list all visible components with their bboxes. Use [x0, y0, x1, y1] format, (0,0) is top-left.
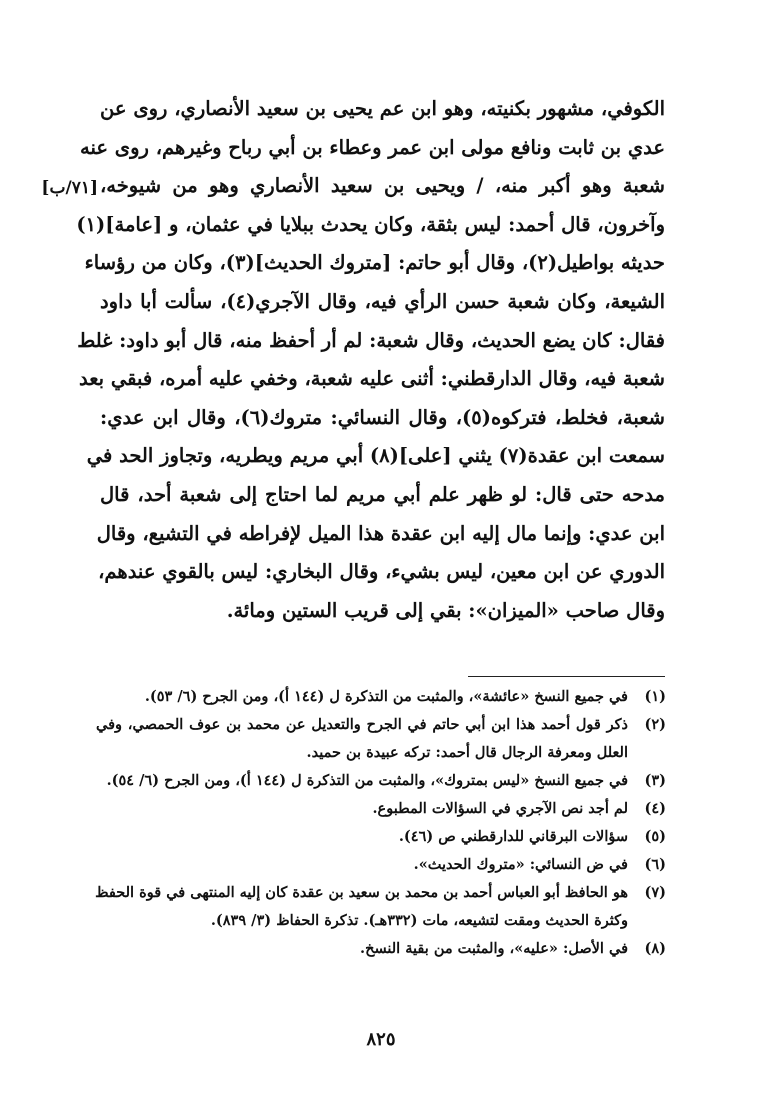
text-line: ابن عدي: وإنما مال إليه ابن عقدة هذا الميل لإفراطه في التشيع، وقال: [96, 521, 665, 545]
footnote-3: [96, 767, 666, 795]
footnote-7-continued: [96, 907, 666, 935]
text-line: الدوري عن ابن معين، ليس بشيء، وقال البخاري: ليس بالقوي عندهم،: [98, 560, 665, 584]
footnote-7: [96, 879, 666, 907]
text-line: مدحه حتى قال: لو ظهر علم أبي مريم لما احتاج إلى شعبة أحد، قال: [100, 482, 665, 506]
footnote-text: في جميع النسخ «ليس بمتروك»، والمثبت من التذكرة ل (١٤٤ أ)، ومن الجرح (٦/ ٥٤).: [106, 772, 628, 789]
footnote-4: [96, 795, 666, 823]
footnotes: [96, 683, 666, 963]
footnote-text: ذكر قول أحمد هذا ابن أبي حاتم في الجرح والتعديل عن محمد بن عوف الحمصي، وفي: [96, 716, 628, 733]
text-line: سمعت ابن عقدة(٧) يثني [على](٨) أبي مريم ويطريه، وتجاوز الحد في: [86, 444, 665, 468]
footnote-number: (٣): [644, 772, 666, 789]
page-number: ٨٢٥: [366, 1029, 396, 1050]
footnote-number: (٧): [644, 884, 666, 901]
text-line: شعبة فيه، وقال الدارقطني: أثنى عليه شعبة، وخفي عليه أمره، فبقي بعد: [79, 367, 665, 391]
text-line: فقال: كان يضع الحديث، وقال شعبة: لم أر أحفظ منه، قال أبو داود: غلط: [77, 328, 665, 352]
manuscript-folio-marker: [٧١/ب]: [41, 178, 98, 198]
footnote-text: لم أجد نص الآجري في السؤالات المطبوع.: [372, 800, 628, 817]
footnote-number: (٦): [644, 856, 666, 873]
text-line: عدي بن ثابت ونافع مولى ابن عمر وعطاء بن أبي رباح وغيرهم، روى عنه: [80, 135, 665, 159]
footnote-5: [96, 823, 666, 851]
footnote-2-continued: [96, 739, 666, 767]
text-line: وقال صاحب «الميزان»: بقي إلى قريب الستين ومائة.: [226, 598, 665, 622]
main-text: [76, 90, 665, 630]
footnote-text: في جميع النسخ «عائشة»، والمثبت من التذكرة ل (١٤٤ أ)، ومن الجرح (٦/ ٥٣).: [144, 688, 628, 705]
footnote-text: العلل ومعرفة الرجال قال أحمد: تركه عبيدة بن حميد.: [306, 744, 628, 761]
footnote-number: (٤): [644, 800, 666, 817]
footnote-number: (٢): [644, 716, 666, 733]
footnote-1: [96, 683, 666, 711]
footnote-text: وكثرة الحديث ومقت لتشيعه، مات (٣٣٢هـ). تذكرة الحفاظ (٣/ ٨٣٩).: [210, 912, 628, 929]
text-line: الكوفي، مشهور بكنيته، وهو ابن عم يحيى بن سعيد الأنصاري، روى عن: [100, 97, 665, 120]
footnote-text: في الأصل: «عليه»، والمثبت من بقية النسخ.: [360, 940, 628, 957]
text-line: حديثه بواطيل(٢)، وقال أبو حاتم: [متروك الحديث](٣)، وكان من رؤساء: [84, 251, 665, 275]
footnote-text: هو الحافظ أبو العباس أحمد بن محمد بن سعيد بن عقدة كان إليه المنتهى في قوة الحفظ: [95, 884, 628, 901]
footnote-8: [96, 935, 666, 963]
footnote-text: سؤالات البرقاني للدارقطني ص (٤٦).: [398, 828, 628, 845]
footnote-2: [96, 711, 666, 739]
footnote-number: (٨): [644, 940, 666, 957]
text-line: شعبة، فخلط، فتركوه(٥)، وقال النسائي: متروك(٦)، وقال ابن عدي:: [100, 405, 665, 429]
footnote-number: (٥): [644, 828, 666, 845]
footnote-number: (١): [644, 688, 666, 705]
footnote-separator: [468, 676, 665, 677]
text-line: الشيعة، وكان شعبة حسن الرأي فيه، وقال الآجري(٤)، سألت أبا داود: [100, 289, 665, 313]
footnote-6: [96, 851, 666, 879]
footnote-text: في ض النسائي: «متروك الحديث».: [413, 856, 628, 873]
text-line: وآخرون، قال أحمد: ليس بثقة، وكان يحدث ببلايا في عثمان، و [عامة](١): [76, 212, 665, 236]
text-line: شعبة وهو أكبر منه، / ويحيى بن سعيد الأنصاري وهو من شيوخه،: [100, 174, 665, 198]
